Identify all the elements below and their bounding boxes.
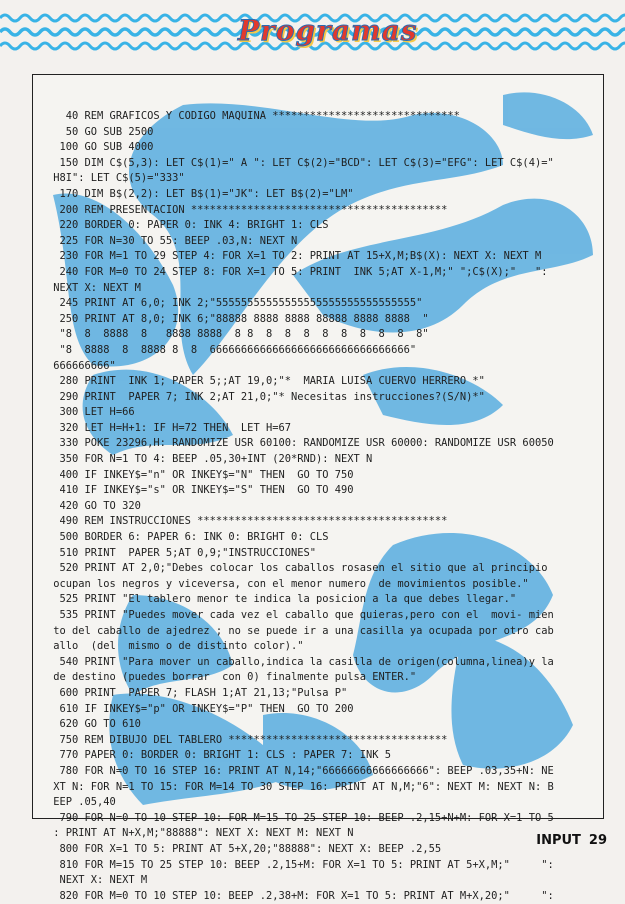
code-line: : PRINT AT N+X,M;"88888": NEXT X: NEXT M: NEXT N — [47, 827, 354, 840]
code-line: 150 DIM C$(5,3): LET C$(1)=" A ": LET C$(2)="BCD": LET C$(3)="EFG": LET C$(4)=" — [47, 156, 554, 169]
code-line: to del caballo de ajedrez ; no se puede ir a una casilla ya ocupada por otro cab — [47, 624, 554, 637]
code-line: 420 GO TO 320 — [47, 499, 141, 512]
code-line: de destino (puedes borrar con 0) finalmente pulsa ENTER." — [47, 671, 417, 684]
code-line: 540 PRINT "Para mover un caballo,indica la casilla de origen(columna,linea)y la — [47, 655, 554, 668]
code-line: 330 POKE 23296,H: RANDOMIZE USR 60100: RANDOMIZE USR 60000: RANDOMIZE USR 60050 — [47, 437, 554, 450]
code-line: 300 LET H=66 — [47, 406, 135, 419]
page-footer — [536, 833, 607, 848]
code-line: 535 PRINT "Puedes mover cada vez el caballo que quieras,pero con el movi- mien — [47, 609, 554, 621]
code-line: allo (del mismo o de distinto color)." — [47, 640, 304, 653]
section-title: Programas — [238, 14, 418, 47]
code-line: "8 8888 8 8888 8 8 66666666666666666666666666666666" — [47, 343, 417, 356]
code-line: 220 BORDER 0: PAPER 0: INK 4: BRIGHT 1: CLS — [47, 219, 329, 232]
code-line: 780 FOR N=0 TO 16 STEP 16: PRINT AT N,14;"66666666666666666": BEEP .03,35+N: NE — [47, 764, 554, 777]
code-line: 520 PRINT AT 2,0;"Debes colocar los caballos rosasen el sitio que al principio — [47, 562, 548, 575]
code-line: 170 DIM B$(2,2): LET B$(1)="JK": LET B$(2)="LM" — [47, 187, 354, 200]
code-line: "8 8 8888 8 8888 8888 8 8 8 8 8 8 8 8 8 8 8" — [47, 328, 429, 341]
code-line: 666666666" — [47, 359, 116, 372]
code-line: XT N: FOR N=1 TO 15: FOR M=14 TO 30 STEP 16: PRINT AT N,M;"6": NEXT M: NEXT N: B — [47, 780, 554, 793]
code-line: 50 GO SUB 2500 — [47, 125, 154, 138]
code-line: 750 REM DIBUJO DEL TABLERO *********************************** — [47, 733, 448, 746]
code-line: 250 PRINT AT 8,0; INK 6;"88888 8888 8888 88888 8888 8888 " — [47, 312, 429, 325]
code-line: 320 LET H=H+1: IF H=72 THEN LET H=67 — [47, 421, 291, 434]
code-line: 770 PAPER 0: BORDER 0: BRIGHT 1: CLS : PAPER 7: INK 5 — [47, 749, 392, 762]
code-line: 200 REM PRESENTACION ***************************************** — [47, 203, 448, 216]
code-line: NEXT X: NEXT M — [47, 281, 141, 294]
code-line: 800 FOR X=1 TO 5: PRINT AT 5+X,20;"88888": NEXT X: BEEP .2,55 — [47, 842, 442, 855]
code-line: 40 REM GRAFICOS Y CODIGO MAQUINA ****************************** — [47, 110, 460, 122]
code-line: 810 FOR M=15 TO 25 STEP 10: BEEP .2,15+M: FOR X=1 TO 5: PRINT AT 5+X,M;" ": — [47, 858, 554, 871]
code-line: ocupan los negros y viceversa, con el menor numero de movimientos posible." — [47, 577, 529, 590]
code-line: 230 FOR M=1 TO 29 STEP 4: FOR X=1 TO 2: PRINT AT 15+X,M;B$(X): NEXT X: NEXT M — [47, 250, 542, 263]
code-line: 350 FOR N=1 TO 4: BEEP .05,30+INT (20*RND): NEXT N — [47, 453, 373, 466]
code-line: 400 IF INKEY$="n" OR INKEY$="N" THEN GO TO 750 — [47, 468, 354, 481]
code-line: 510 PRINT PAPER 5;AT 0,9;"INSTRUCCIONES" — [47, 546, 316, 559]
code-line: 600 PRINT PAPER 7; FLASH 1;AT 21,13;"Pulsa P" — [47, 686, 348, 699]
code-line: 820 FOR M=0 TO 10 STEP 10: BEEP .2,38+M: FOR X=1 TO 5: PRINT AT M+X,20;" ": — [47, 889, 554, 902]
code-line: 620 GO TO 610 — [47, 718, 141, 731]
code-line: 525 PRINT "El tablero menor te indica la posicion a la que debes llegar." — [47, 593, 517, 606]
code-line: 410 IF INKEY$="s" OR INKEY$="S" THEN GO TO 490 — [47, 484, 354, 497]
program-listing — [47, 109, 595, 904]
code-line: 490 REM INSTRUCCIONES **************************************** — [47, 515, 448, 528]
code-line: H8I": LET C$(5)="333" — [47, 172, 185, 185]
code-line: 245 PRINT AT 6,0; INK 2;"55555555555555555555555555555555" — [47, 297, 423, 310]
code-line: 100 GO SUB 4000 — [47, 141, 154, 154]
code-line: 290 PRINT PAPER 7; INK 2;AT 21,0;"* Necesitas instrucciones?(S/N)*" — [47, 390, 485, 403]
code-line: 790 FOR N=0 TO 10 STEP 10: FOR M=15 TO 25 STEP 10: BEEP .2,15+N+M: FOR X=1 TO 5 — [47, 811, 554, 824]
code-line: 240 FOR M=0 TO 24 STEP 8: FOR X=1 TO 5: PRINT INK 5;AT X-1,M;" ";C$(X);" ": — [47, 265, 548, 278]
code-line: 610 IF INKEY$="p" OR INKEY$="P" THEN GO TO 200 — [47, 702, 354, 715]
code-line: 280 PRINT INK 1; PAPER 5;;AT 19,0;"* MARIA LUISA CUERVO HERRERO *" — [47, 375, 485, 388]
code-line: EEP .05,40 — [47, 796, 116, 809]
code-line: 500 BORDER 6: PAPER 6: INK 0: BRIGHT 0: CLS — [47, 531, 329, 544]
magazine-name: INPUT — [536, 833, 581, 848]
code-line: NEXT X: NEXT M — [47, 874, 148, 887]
page-number: 29 — [588, 833, 607, 848]
page-header — [0, 0, 625, 70]
code-line: 225 FOR N=30 TO 55: BEEP .03,N: NEXT N — [47, 234, 298, 247]
